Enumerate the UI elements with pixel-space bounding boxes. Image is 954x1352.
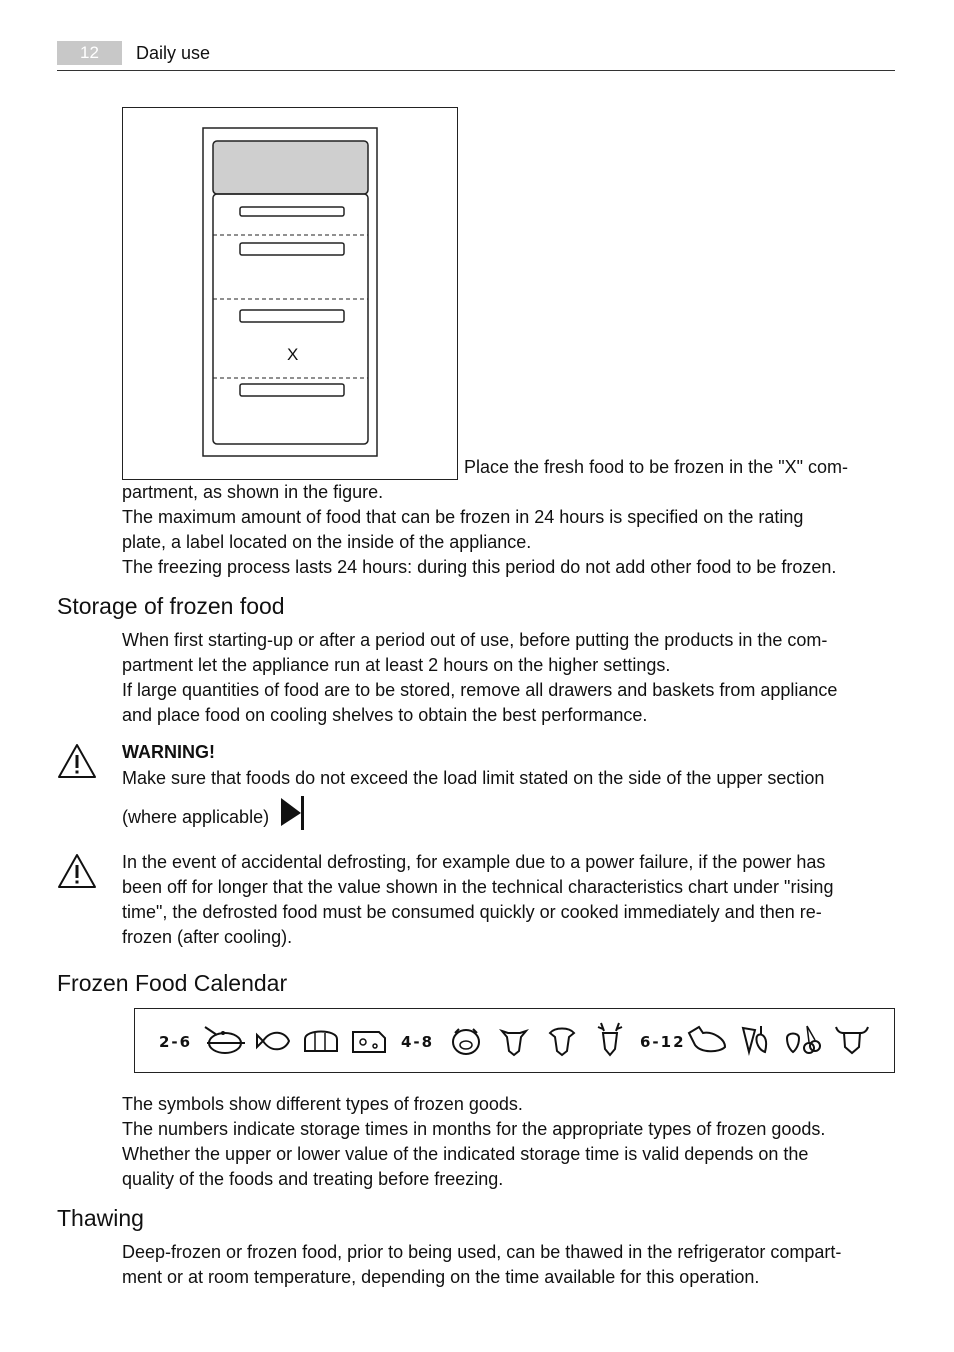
fruit-icon bbox=[783, 1022, 823, 1058]
pig-icon bbox=[449, 1025, 483, 1057]
page-number: 12 bbox=[57, 41, 122, 65]
pot-icon bbox=[201, 1021, 249, 1059]
caution-text-4: frozen (after cooling). bbox=[122, 927, 293, 947]
intro-line-5: The freezing process lasts 24 hours: during this period do not add other food to be frozen. bbox=[122, 557, 837, 577]
calendar-desc-4: quality of the foods and treating before freezing. bbox=[122, 1169, 504, 1189]
freezer-diagram bbox=[123, 108, 457, 479]
cheese-icon bbox=[349, 1026, 389, 1056]
bread-icon bbox=[301, 1027, 341, 1055]
caution-text-2: been off for longer that the value shown in the technical characteristics chart under "rising bbox=[122, 877, 834, 897]
vegetables-icon bbox=[737, 1022, 771, 1058]
caution-text-1: In the event of accidental defrosting, for example due to a power failure, if the power has bbox=[122, 852, 826, 872]
intro-line-3: The maximum amount of food that can be frozen in 24 hours is specified on the rating bbox=[122, 507, 804, 527]
header-divider bbox=[57, 70, 895, 71]
intro-line-2: partment, as shown in the figure. bbox=[122, 482, 384, 502]
calendar-desc-2: The numbers indicate storage times in months for the appropriate types of frozen goods. bbox=[122, 1119, 826, 1139]
intro-line-4: plate, a label located on the inside of the appliance. bbox=[122, 532, 532, 552]
sheep-icon bbox=[547, 1025, 577, 1057]
intro-line-1: Place the fresh food to be frozen in the "X" com- bbox=[464, 457, 848, 477]
freezer-figure bbox=[122, 107, 458, 480]
calendar-desc-3: Whether the upper or lower value of the indicated storage time is valid depends on the bbox=[122, 1144, 809, 1164]
calendar-heading: Frozen Food Calendar bbox=[57, 970, 288, 996]
calendar-desc-1: The symbols show different types of frozen goods. bbox=[122, 1094, 523, 1114]
thawing-text-2: ment or at room temperature, depending on the time available for this operation. bbox=[122, 1267, 760, 1287]
compartment-x-label: X bbox=[287, 345, 299, 364]
warning-text-1: Make sure that foods do not exceed the load limit stated on the side of the upper section bbox=[122, 768, 825, 788]
warning-title: WARNING! bbox=[122, 742, 215, 762]
warning-text-2: (where applicable) bbox=[122, 807, 270, 827]
warning-icon bbox=[57, 743, 97, 779]
storage-months-4-8: 4-8 bbox=[401, 1033, 435, 1051]
chicken-icon bbox=[685, 1023, 729, 1057]
storage-months-6-12: 6-12 bbox=[640, 1033, 686, 1051]
deer-icon bbox=[595, 1021, 625, 1057]
caution-text-3: time", the defrosted food must be consumed quickly or cooked immediately and then re- bbox=[122, 902, 822, 922]
caution-icon bbox=[57, 853, 97, 889]
storage-text-3: If large quantities of food are to be stored, remove all drawers and baskets from appliance bbox=[122, 680, 838, 700]
storage-text-4: and place food on cooling shelves to obtain the best performance. bbox=[122, 705, 648, 725]
beef-icon bbox=[833, 1023, 871, 1057]
thawing-heading: Thawing bbox=[57, 1205, 144, 1231]
storage-heading: Storage of frozen food bbox=[57, 593, 285, 619]
section-title: Daily use bbox=[136, 43, 211, 63]
calf-icon bbox=[499, 1025, 529, 1057]
fish-icon bbox=[253, 1027, 293, 1055]
frozen-food-calendar bbox=[134, 1008, 895, 1073]
storage-text-2: partment let the appliance run at least 2 hours on the higher settings. bbox=[122, 655, 671, 675]
thawing-text-1: Deep-frozen or frozen food, prior to being used, can be thawed in the refrigerator compart- bbox=[122, 1242, 842, 1262]
storage-text-1: When first starting-up or after a period out of use, before putting the products in the com- bbox=[122, 630, 828, 650]
storage-months-2-6: 2-6 bbox=[159, 1033, 193, 1051]
load-limit-icon bbox=[279, 796, 305, 830]
